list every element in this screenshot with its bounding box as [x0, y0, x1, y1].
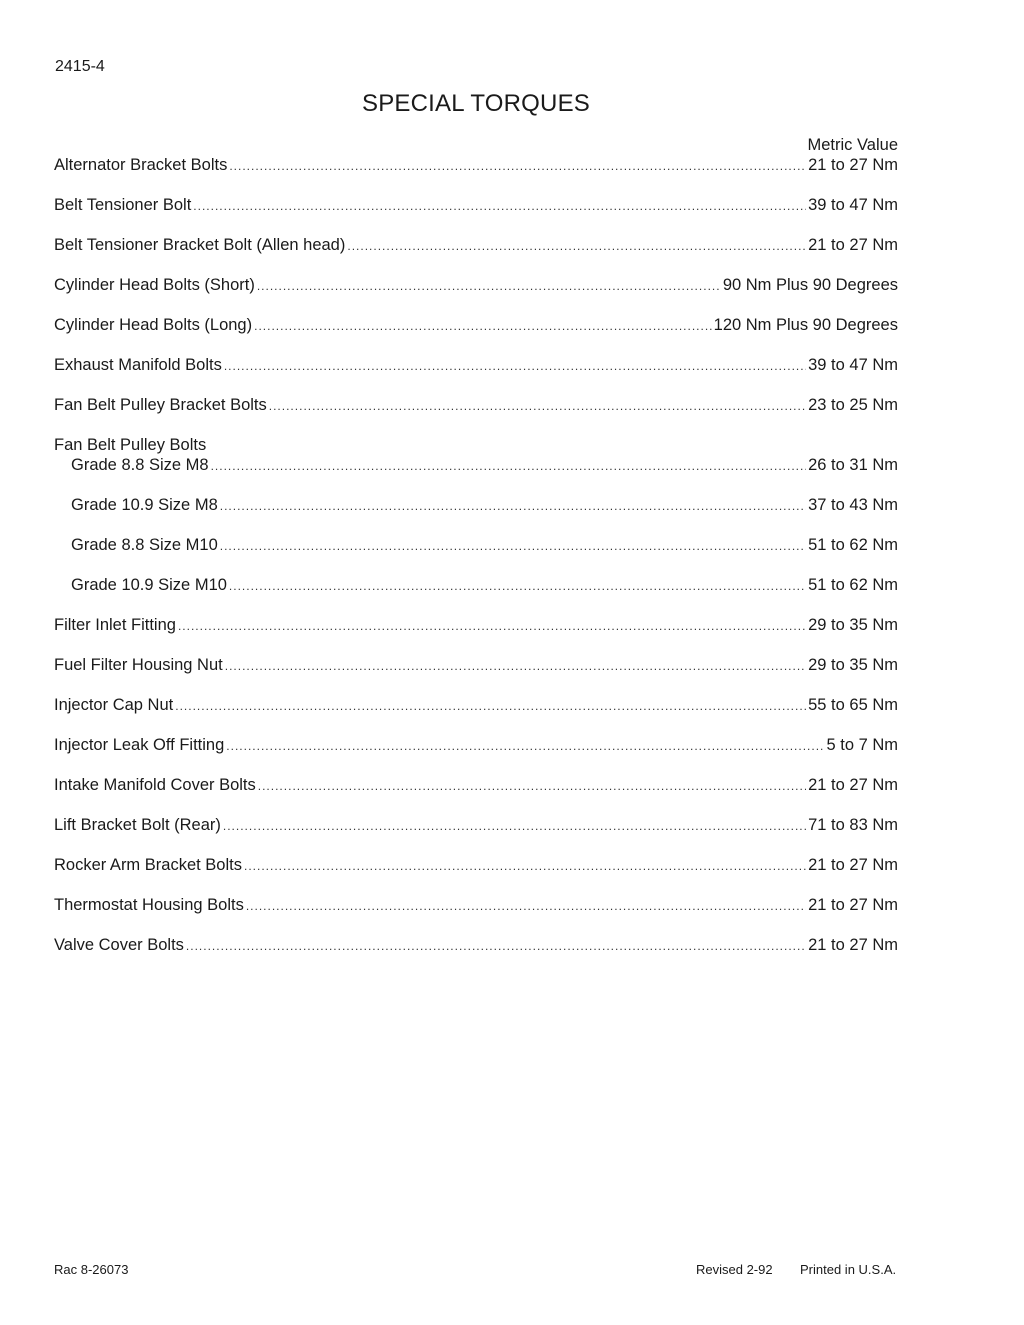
- torque-row: [54, 736, 898, 758]
- dot-leader: [225, 659, 806, 673]
- torque-label: Fuel Filter Housing Nut: [54, 656, 223, 674]
- torque-value: 21 to 27 Nm: [808, 856, 898, 874]
- torque-row: [54, 276, 898, 298]
- dot-leader: [229, 159, 806, 173]
- torque-row: [54, 616, 898, 638]
- torque-value: 23 to 25 Nm: [808, 396, 898, 414]
- torque-row: [54, 396, 898, 418]
- torque-row: [54, 156, 898, 178]
- torque-label: Cylinder Head Bolts (Short): [54, 276, 255, 294]
- torque-label: Thermostat Housing Bolts: [54, 896, 244, 914]
- dot-leader: [178, 619, 806, 633]
- torque-row: [54, 196, 898, 218]
- torque-label: Alternator Bracket Bolts: [54, 156, 228, 174]
- torque-row: [54, 856, 898, 878]
- torque-label: Fan Belt Pulley Bracket Bolts: [54, 396, 267, 414]
- torque-value: 51 to 62 Nm: [808, 536, 898, 554]
- dot-leader: [211, 459, 807, 473]
- dot-leader: [257, 279, 721, 293]
- torque-label: Intake Manifold Cover Bolts: [54, 776, 256, 794]
- dot-leader: [269, 399, 806, 413]
- torque-row: [54, 236, 898, 258]
- torque-value: 39 to 47 Nm: [808, 196, 898, 214]
- torque-row: [54, 696, 898, 718]
- dot-leader: [220, 539, 806, 553]
- torque-label: Injector Leak Off Fitting: [54, 736, 225, 754]
- torque-row: [54, 656, 898, 678]
- dot-leader: [186, 939, 806, 953]
- dot-leader: [220, 499, 806, 513]
- torque-row: [71, 456, 898, 478]
- torque-value: 51 to 62 Nm: [808, 576, 898, 594]
- dot-leader: [193, 199, 806, 213]
- torque-label: Filter Inlet Fitting: [54, 616, 176, 634]
- page-title: SPECIAL TORQUES: [362, 90, 590, 117]
- torque-value: 120 Nm Plus 90 Degrees: [713, 316, 898, 334]
- dot-leader: [254, 319, 712, 333]
- footer-revised: Revised 2-92: [696, 1262, 773, 1277]
- torque-value: 29 to 35 Nm: [808, 616, 898, 634]
- torque-label: Lift Bracket Bolt (Rear): [54, 816, 221, 834]
- torque-label: Cylinder Head Bolts (Long): [54, 316, 253, 334]
- torque-value: 21 to 27 Nm: [808, 936, 898, 954]
- dot-leader: [258, 779, 806, 793]
- torque-value: 21 to 27 Nm: [808, 236, 898, 254]
- footer-doc-number: Rac 8-26073: [54, 1262, 129, 1277]
- torque-label: Injector Cap Nut: [54, 696, 174, 714]
- torque-value: 21 to 27 Nm: [808, 156, 898, 174]
- torque-label: Rocker Arm Bracket Bolts: [54, 856, 242, 874]
- torque-row: [54, 316, 898, 338]
- footer-printed: Printed in U.S.A.: [800, 1262, 897, 1277]
- torque-row: [71, 576, 898, 598]
- torque-row: [54, 936, 898, 958]
- torque-row: [54, 776, 898, 798]
- torque-value: 26 to 31 Nm: [808, 456, 898, 474]
- torque-value: 21 to 27 Nm: [808, 776, 898, 794]
- dot-leader: [175, 699, 806, 713]
- torque-label: Grade 8.8 Size M10: [71, 536, 218, 554]
- dot-leader: [226, 739, 824, 753]
- torque-value: 37 to 43 Nm: [808, 496, 898, 514]
- column-header-metric-value: Metric Value: [807, 136, 898, 154]
- torque-label: Grade 10.9 Size M8: [71, 496, 218, 514]
- dot-leader: [244, 859, 806, 873]
- dot-leader: [223, 819, 806, 833]
- torque-label: Belt Tensioner Bracket Bolt (Allen head): [54, 236, 346, 254]
- torque-label: Valve Cover Bolts: [54, 936, 184, 954]
- torque-label: Grade 10.9 Size M10: [71, 576, 227, 594]
- torque-row: [54, 896, 898, 918]
- torque-row: [71, 536, 898, 558]
- torque-label: Exhaust Manifold Bolts: [54, 356, 222, 374]
- page-number: 2415-4: [55, 58, 105, 75]
- torque-row: [54, 816, 898, 838]
- dot-leader: [347, 239, 806, 253]
- dot-leader: [224, 359, 806, 373]
- torque-value: 71 to 83 Nm: [808, 816, 898, 834]
- dot-leader: [229, 579, 806, 593]
- torque-value: 55 to 65 Nm: [808, 696, 898, 714]
- torque-value: 5 to 7 Nm: [826, 736, 898, 754]
- torque-label: Grade 8.8 Size M8: [71, 456, 209, 474]
- dot-leader: [246, 899, 806, 913]
- group-heading: Fan Belt Pulley Bolts: [54, 436, 207, 454]
- torque-row: [71, 496, 898, 518]
- torque-row: [54, 356, 898, 378]
- torque-value: 29 to 35 Nm: [808, 656, 898, 674]
- torque-value: 21 to 27 Nm: [808, 896, 898, 914]
- torque-value: 39 to 47 Nm: [808, 356, 898, 374]
- torque-value: 90 Nm Plus 90 Degrees: [722, 276, 898, 294]
- torque-label: Belt Tensioner Bolt: [54, 196, 192, 214]
